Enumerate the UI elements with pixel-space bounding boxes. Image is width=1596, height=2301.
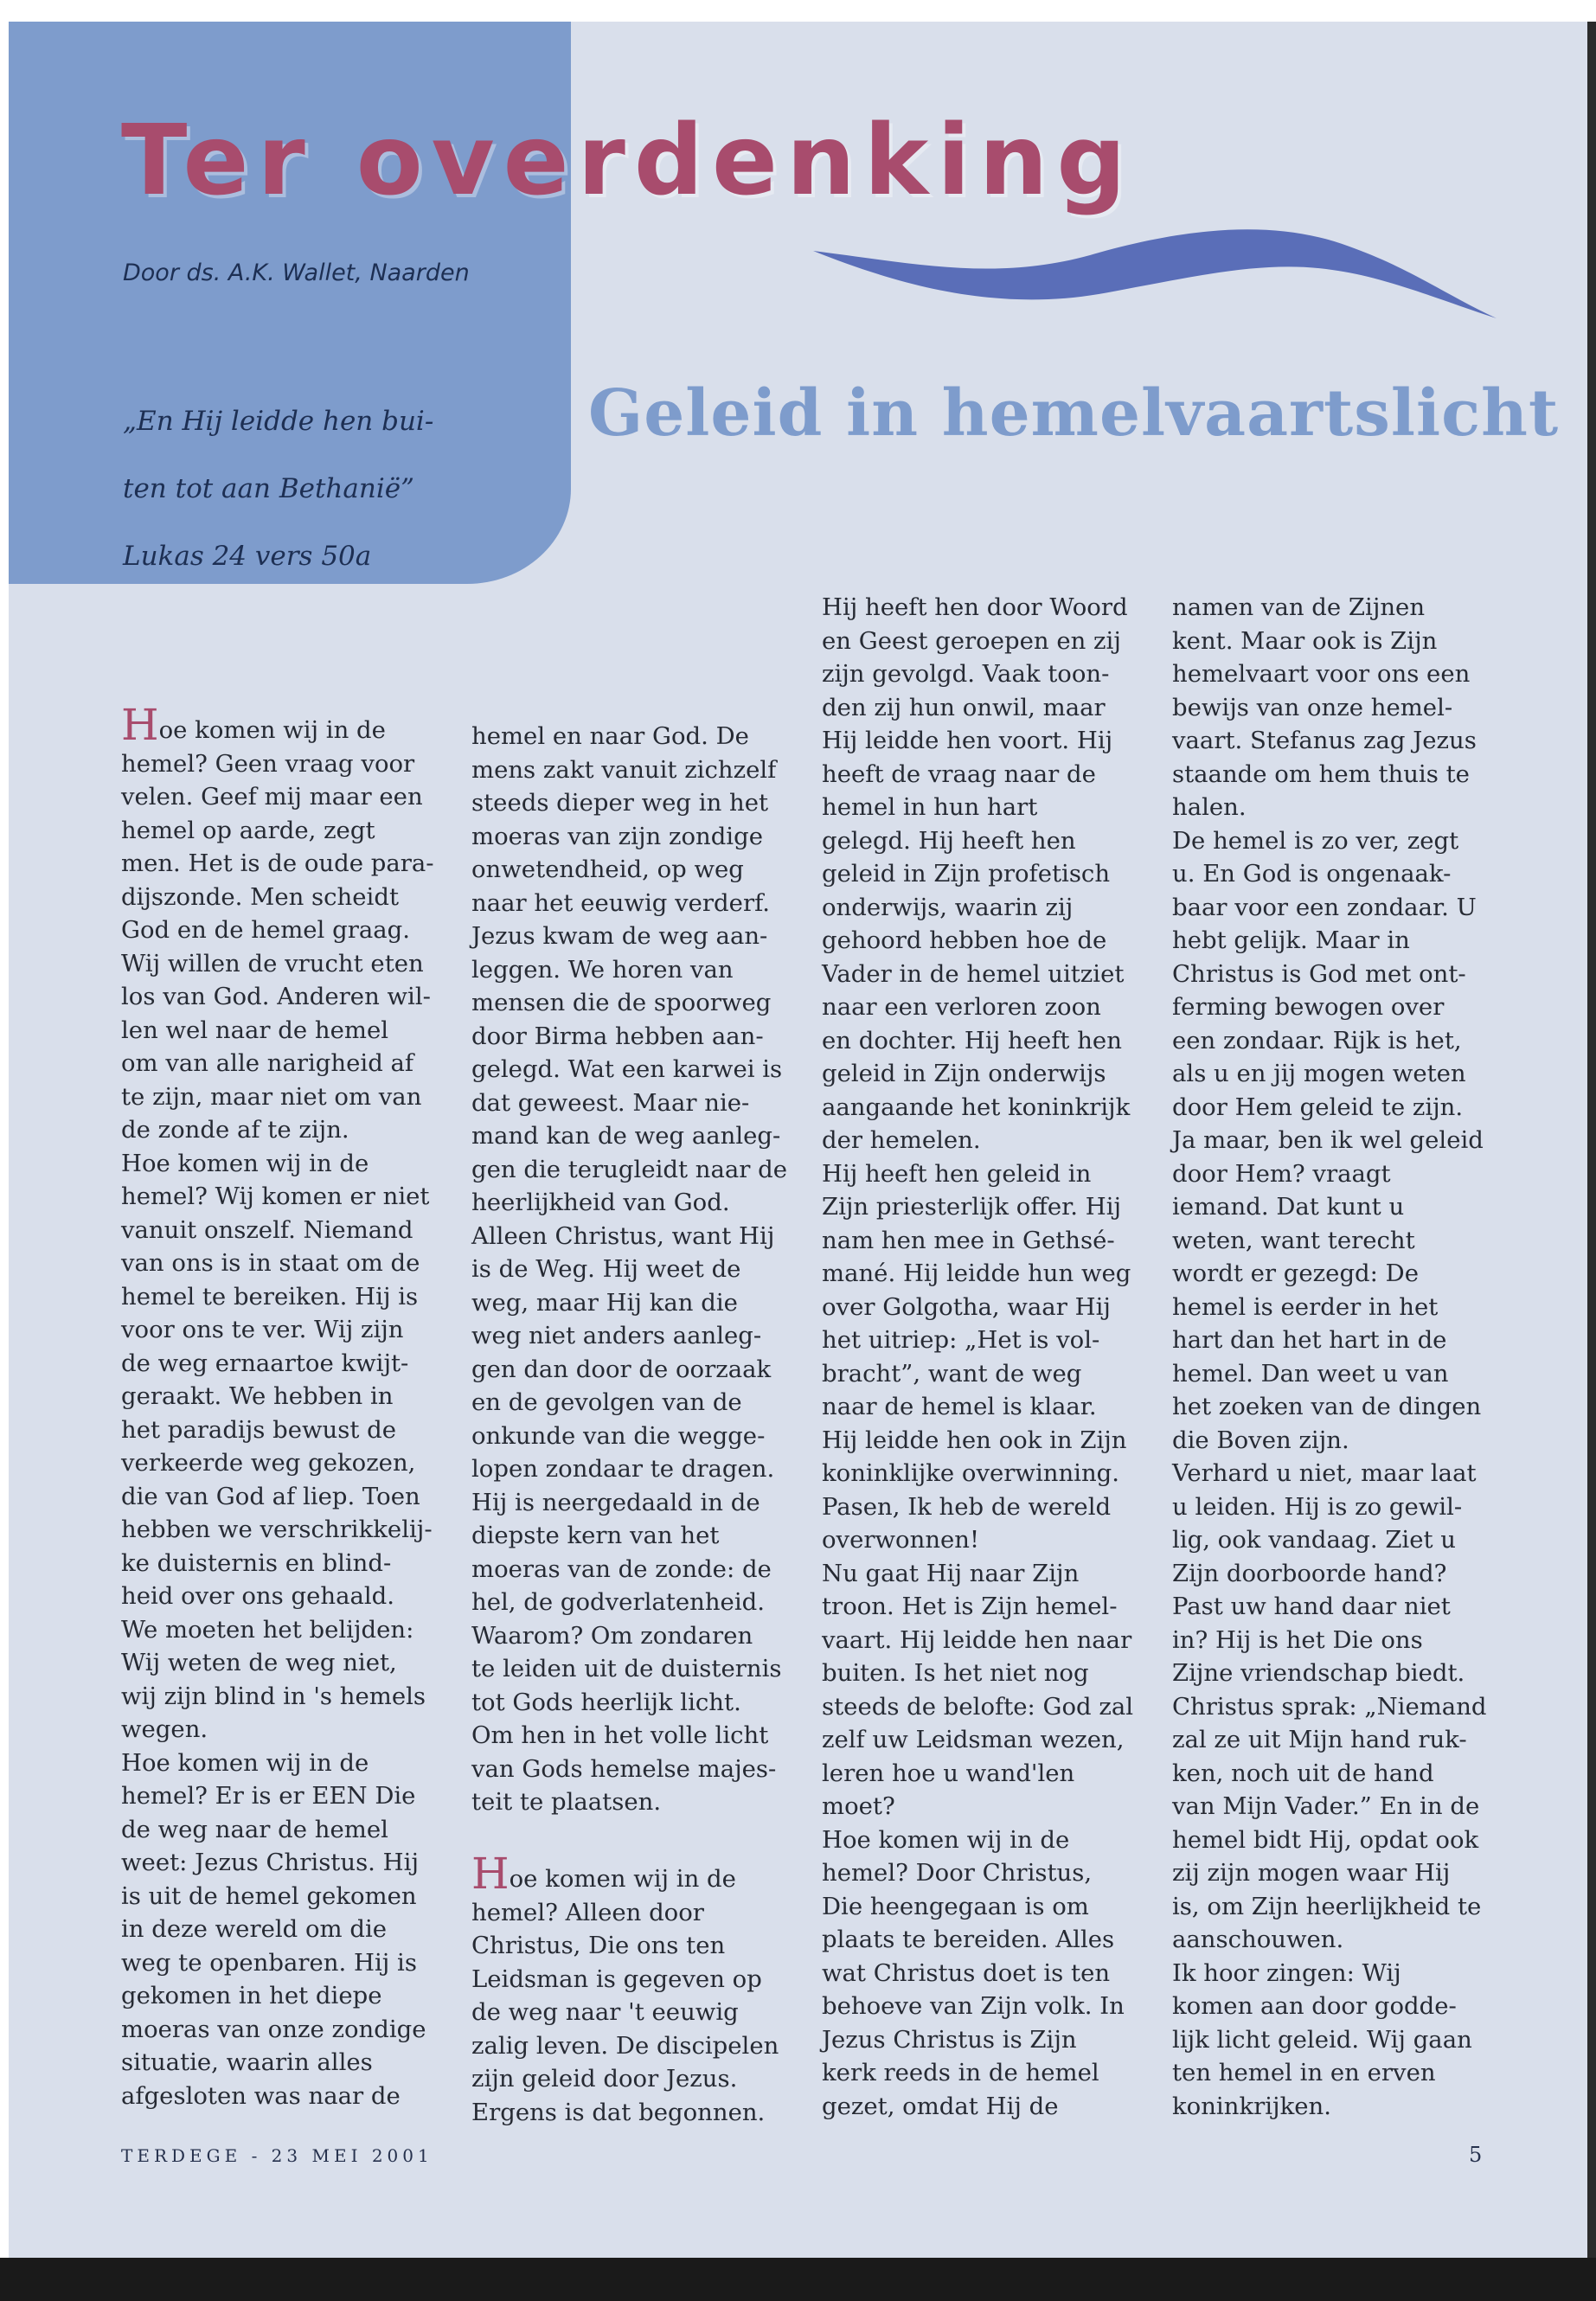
article-line: ken, noch uit de hand <box>1172 1759 1434 1787</box>
section-title: Ter overdenking <box>121 105 1135 217</box>
article-line: gelegd. Wat een karwei is <box>471 1055 783 1083</box>
article-line: gen die terugleidt naar de <box>471 1155 788 1183</box>
article-line: bracht”, want de weg <box>822 1359 1082 1388</box>
article-line: hemel is eerder in het <box>1172 1292 1439 1321</box>
article-line: dat geweest. Maar nie- <box>471 1088 750 1117</box>
article-line: weg niet anders aanleg- <box>471 1322 762 1349</box>
article-line: Om hen in het volle licht <box>471 1721 769 1749</box>
paragraph-gap <box>471 1819 787 1853</box>
article-line: moeras van onze zondige <box>121 2015 426 2043</box>
article-line: gelegd. Hij heeft hen <box>822 826 1076 855</box>
article-line: zelf uw Leidsman wezen, <box>822 1726 1125 1753</box>
article-line: staande om hem thuis te <box>1172 760 1470 788</box>
article-line: hemel te bereiken. Hij is <box>121 1282 419 1311</box>
article-line: Die heengegaan is om <box>822 1892 1089 1920</box>
article-line: Hij heeft hen door Woord <box>822 593 1128 621</box>
article-line <box>471 1849 787 1899</box>
article-line: Zijne vriendschap biedt. <box>1172 1659 1465 1687</box>
article-line: leren hoe u wand'len <box>822 1759 1075 1787</box>
article-line: troon. Het is Zijn hemel- <box>822 1593 1118 1620</box>
article-line: moeras van de zonde: de <box>471 1554 772 1583</box>
article-line: hemel? Wij komen er niet <box>121 1183 430 1210</box>
article-line: zalig leven. De discipelen <box>471 2031 779 2060</box>
article-line: der hemelen. <box>822 1126 981 1154</box>
article-line: de zonde af te zijn. <box>121 1116 349 1144</box>
article-line: ke duisternis en blind- <box>121 1548 392 1577</box>
article-line: te leiden uit de duisternis <box>471 1655 782 1682</box>
article-line: hebt gelijk. Maar in <box>1172 926 1410 954</box>
article-line: onwetendheid, op weg <box>471 856 744 883</box>
article-line: van ons is in staat om de <box>121 1249 420 1277</box>
article-line: baar voor een zondaar. U <box>1172 893 1477 921</box>
article-line: hemel? Geen vraag voor <box>121 749 415 778</box>
article-line: buiten. Is het niet nog <box>822 1659 1089 1687</box>
article-line: Leidsman is gegeven op <box>471 1965 762 1993</box>
article-line: hemel? Door Christus, <box>822 1859 1093 1887</box>
article-line: hemel? Alleen door <box>471 1898 704 1926</box>
article-line: namen van de Zijnen <box>1172 593 1426 621</box>
scripture-quote <box>123 388 486 590</box>
article-line: God en de hemel graag. <box>121 916 410 944</box>
article-line: hel, de godverlatenheid. <box>471 1588 765 1616</box>
article-line: mand kan de weg aanleg- <box>471 1122 781 1150</box>
article-line: heid over ons gehaald. <box>121 1582 395 1610</box>
article-line: halen. <box>1172 793 1247 821</box>
article-line: in deze wereld om die <box>121 1915 388 1943</box>
quote-line: ten tot aan Bethanië” <box>123 473 414 504</box>
page-number: 5 <box>1469 2143 1483 2167</box>
article-line: geraakt. We hebben in <box>121 1382 394 1410</box>
article-line: velen. Geef mij maar een <box>121 783 423 811</box>
article-line: lig, ook vandaag. Ziet u <box>1172 1526 1456 1554</box>
magazine-page <box>9 22 1587 2279</box>
article-line: nam hen mee in Gethsé- <box>822 1226 1115 1254</box>
article-line: door Hem? vraagt <box>1172 1159 1391 1188</box>
article-line: hebben we verschrikkelij- <box>121 1516 433 1543</box>
article-line: weet: Jezus Christus. Hij <box>121 1849 419 1876</box>
article-line: gen dan door de oorzaak <box>471 1355 772 1383</box>
article-line: de weg ernaartoe kwijt- <box>121 1349 409 1377</box>
article-line: kerk reeds in de hemel <box>822 2059 1099 2086</box>
article-line: is uit de hemel gekomen <box>121 1881 417 1910</box>
article-line: onkunde van die wegge- <box>471 1421 766 1450</box>
drop-cap: H <box>471 1849 510 1899</box>
article-line: over Golgotha, waar Hij <box>822 1292 1111 1321</box>
article-line: weten, want terecht <box>1172 1226 1415 1254</box>
article-line: wat Christus doet is ten <box>822 1958 1111 1987</box>
article-line: Hij heeft hen geleid in <box>822 1159 1092 1188</box>
article-line: gezet, omdat Hij de <box>822 2092 1059 2120</box>
article-line: leggen. We horen van <box>471 955 734 984</box>
article-line: hemel? Er is er EEN Die <box>121 1782 416 1810</box>
article-line: een zondaar. Rijk is het, <box>1172 1026 1462 1054</box>
article-line: Waarom? Om zondaren <box>471 1621 753 1650</box>
quote-line: „En Hij leidde hen bui- <box>123 406 434 437</box>
article-headline: Geleid in hemelvaartslicht <box>588 376 1560 451</box>
text-column-3 <box>822 591 1138 2123</box>
article-line: heeft de vraag naar de <box>822 760 1096 788</box>
text-column-1 <box>121 700 437 2112</box>
text-column-2 <box>471 720 787 2129</box>
article-line: naar een verloren zoon <box>822 993 1101 1021</box>
article-line: De hemel is zo ver, zegt <box>1172 826 1459 855</box>
article-line: Zijn priesterlijk offer. Hij <box>822 1193 1122 1221</box>
scan-edge-right <box>1587 22 1596 2279</box>
article-line: afgesloten was naar de <box>121 2081 401 2110</box>
article-line: zij zijn mogen waar Hij <box>1172 1859 1451 1887</box>
article-line: verkeerde weg gekozen, <box>121 1449 416 1477</box>
article-line: te zijn, maar niet om van <box>121 1082 422 1111</box>
article-line: Christus sprak: „Niemand <box>1172 1692 1487 1721</box>
article-line: Wij weten de weg niet, <box>121 1649 397 1676</box>
article-line: hemelvaart voor ons een <box>1172 660 1471 688</box>
article-line: weg, maar Hij kan die <box>471 1288 738 1317</box>
article-line: ten hemel in en erven <box>1172 2059 1436 2086</box>
article-line: voor ons te ver. Wij zijn <box>121 1316 404 1343</box>
article-line: len wel naar de hemel <box>121 1016 389 1044</box>
article-line: Nu gaat Hij naar Zijn <box>822 1559 1080 1587</box>
article-line: men. Het is de oude para- <box>121 849 434 877</box>
article-line: teit te plaatsen. <box>471 1788 662 1816</box>
article-line: dijszonde. Men scheidt <box>121 882 399 911</box>
byline: Door ds. A.K. Wallet, Naarden <box>123 260 470 286</box>
article-line: iemand. Dat kunt u <box>1172 1193 1405 1221</box>
scan-edge-bottom <box>0 2258 1596 2301</box>
article-line: steeds dieper weg in het <box>471 789 769 817</box>
article-line: steeds de belofte: God zal <box>822 1692 1134 1721</box>
article-line: onderwijs, waarin zij <box>822 893 1074 921</box>
article-line: is de Weg. Hij weet de <box>471 1255 741 1283</box>
article-line: Ergens is dat begonnen. <box>471 2098 766 2126</box>
article-line: Pasen, Ik heb de wereld <box>822 1492 1112 1521</box>
decorative-wave-icon <box>813 216 1505 337</box>
article-line: aangaande het koninkrijk <box>822 1093 1131 1121</box>
article-line: mensen die de spoorweg <box>471 989 772 1016</box>
article-line: door Hem geleid te zijn. <box>1172 1093 1464 1121</box>
article-line: Christus is God met ont- <box>1172 959 1466 988</box>
article-line: mané. Hij leidde hun weg <box>822 1259 1131 1287</box>
article-line: Hoe komen wij in de <box>822 1825 1070 1854</box>
article-line: wegen. <box>121 1715 208 1743</box>
article-line: van Mijn Vader.” En in de <box>1172 1792 1480 1820</box>
article-line: om van alle narigheid af <box>121 1049 414 1077</box>
article-line: Wij willen de vrucht eten <box>121 949 424 977</box>
article-line: gekomen in het diepe <box>121 1982 382 2009</box>
article-line: tot Gods heerlijk licht. <box>471 1688 741 1716</box>
article-line: hemel. Dan weet u van <box>1172 1359 1449 1388</box>
footer-magazine-date: TERDEGE - 23 MEI 2001 <box>121 2145 433 2166</box>
article-line: koninkrijken. <box>1172 2092 1331 2120</box>
article-line: u. En God is ongenaak- <box>1172 860 1452 888</box>
article-line: moet? <box>822 1792 895 1820</box>
article-line: geleid in Zijn onderwijs <box>822 1060 1106 1087</box>
article-line: Ja maar, ben ik wel geleid <box>1172 1126 1484 1154</box>
article-line: de weg naar 't eeuwig <box>471 1998 739 2026</box>
article-line: heerlijkheid van God. <box>471 1189 730 1216</box>
article-line: naar het eeuwig verderf. <box>471 888 771 917</box>
drop-cap: H <box>121 700 159 750</box>
article-line: het paradijs bewust de <box>121 1415 397 1444</box>
article-line: komen aan door godde- <box>1172 1992 1457 2020</box>
article-line: het uitriep: „Het is vol- <box>822 1326 1100 1354</box>
article-line: weg te openbaren. Hij is <box>121 1948 417 1977</box>
article-line: Hij leidde hen voort. Hij <box>822 727 1113 754</box>
article-line: wordt er gezegd: De <box>1172 1259 1419 1287</box>
article-line: en dochter. Hij heeft hen <box>822 1026 1122 1054</box>
article-line: Verhard u niet, maar laat <box>1172 1459 1477 1487</box>
article-line: diepste kern van het <box>471 1522 720 1549</box>
article-line: als u en jij mogen weten <box>1172 1060 1466 1087</box>
article-line: die Boven zijn. <box>1172 1426 1349 1454</box>
article-line: naar de hemel is klaar. <box>822 1393 1097 1420</box>
article-line: ferming bewogen over <box>1172 993 1445 1021</box>
article-line: kent. Maar ook is Zijn <box>1172 626 1438 655</box>
article-line: door Birma hebben aan- <box>471 1022 764 1050</box>
article-line: zijn geleid door Jezus. <box>471 2065 738 2093</box>
article-line: bewijs van onze hemel- <box>1172 693 1453 721</box>
text-column-4 <box>1172 591 1488 2123</box>
article-line: van Gods hemelse majes- <box>471 1754 777 1783</box>
article-line <box>121 700 437 750</box>
article-line: vaart. Hij leidde hen naar <box>822 1625 1132 1654</box>
article-line: overwonnen! <box>822 1526 980 1554</box>
article-line: plaats te bereiden. Alles <box>822 1926 1115 1953</box>
article-line: Hoe komen wij in de <box>121 1149 369 1177</box>
article-line: de weg naar de hemel <box>121 1815 388 1843</box>
article-line: en Geest geroepen en zij <box>822 626 1121 655</box>
article-line: Zijn doorboorde hand? <box>1172 1559 1447 1587</box>
article-line: gehoord hebben hoe de <box>822 926 1107 954</box>
article-line: We moeten het belijden: <box>121 1615 414 1644</box>
article-line: u leiden. Hij is zo gewil- <box>1172 1492 1463 1521</box>
article-line: en de gevolgen van de <box>471 1388 742 1416</box>
article-line: geleid in Zijn profetisch <box>822 860 1111 888</box>
article-line: vaart. Stefanus zag Jezus <box>1172 727 1477 754</box>
drop-cap-line-text: oe komen wij in de <box>158 716 386 744</box>
article-line: hemel in hun hart <box>822 793 1038 821</box>
article-line: den zij hun onwil, maar <box>822 693 1106 721</box>
article-line: vanuit onszelf. Niemand <box>121 1215 413 1244</box>
article-line: Ik hoor zingen: Wij <box>1172 1958 1401 1987</box>
article-line: hemel op aarde, zegt <box>121 816 375 844</box>
article-line: Hoe komen wij in de <box>121 1748 369 1777</box>
article-line: situatie, waarin alles <box>121 2048 373 2076</box>
article-line: koninklijke overwinning. <box>822 1459 1120 1487</box>
article-line: moeras van zijn zondige <box>471 822 763 850</box>
article-line: Jezus kwam de weg aan- <box>471 922 768 950</box>
article-line: zal ze uit Mijn hand ruk- <box>1172 1726 1467 1753</box>
article-line: Hij leidde hen ook in Zijn <box>822 1426 1127 1454</box>
article-line: Vader in de hemel uitziet <box>822 959 1125 988</box>
article-line: die van God af liep. Toen <box>121 1482 420 1510</box>
article-line: mens zakt vanuit zichzelf <box>471 755 777 784</box>
article-line: hemel en naar God. De <box>471 722 749 750</box>
article-line: Jezus Christus is Zijn <box>822 2025 1077 2054</box>
article-line: in? Hij is het Die ons <box>1172 1625 1423 1654</box>
article-line: Hij is neergedaald in de <box>471 1488 760 1516</box>
article-line: Alleen Christus, want Hij <box>471 1221 775 1250</box>
article-line: hart dan het hart in de <box>1172 1326 1447 1354</box>
article-line: het zoeken van de dingen <box>1172 1393 1482 1420</box>
drop-cap-line-text: oe komen wij in de <box>509 1865 736 1893</box>
article-line: wij zijn blind in 's hemels <box>121 1682 426 1710</box>
article-line: zijn gevolgd. Vaak toon- <box>822 660 1110 688</box>
article-line: lijk licht geleid. Wij gaan <box>1172 2025 1472 2054</box>
article-line: Christus, Die ons ten <box>471 1932 726 1959</box>
quote-reference: Lukas 24 vers 50a <box>123 541 372 572</box>
article-line: aanschouwen. <box>1172 1926 1344 1953</box>
article-line: los van God. Anderen wil- <box>121 983 431 1010</box>
article-line: lopen zondaar te dragen. <box>471 1455 775 1483</box>
article-line: Past uw hand daar niet <box>1172 1593 1451 1620</box>
article-line: hemel bidt Hij, opdat ook <box>1172 1825 1479 1854</box>
article-line: is, om Zijn heerlijkheid te <box>1172 1892 1482 1920</box>
article-line: behoeve van Zijn volk. In <box>822 1992 1125 2020</box>
